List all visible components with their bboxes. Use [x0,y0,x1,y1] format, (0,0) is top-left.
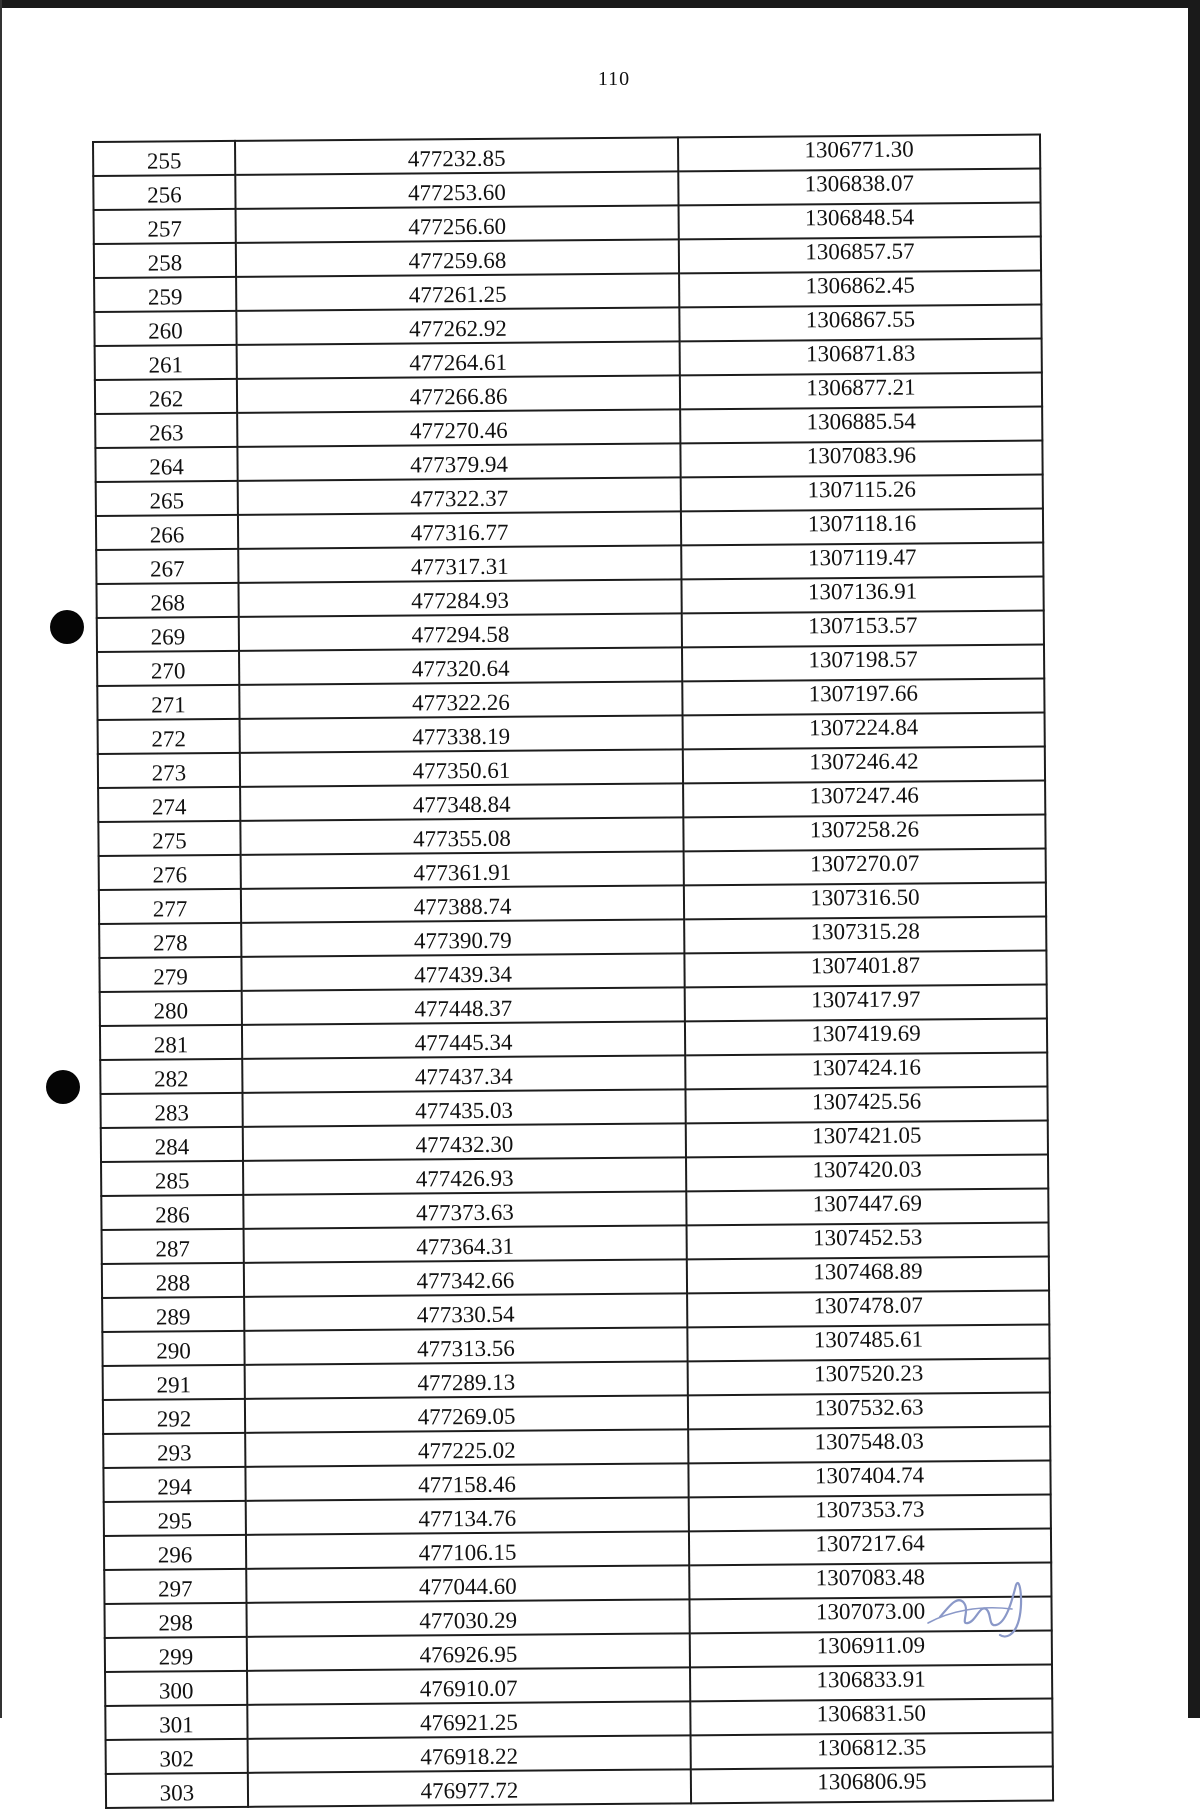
y-coordinate-cell: 1306848.54 [679,203,1041,240]
y-coordinate-cell: 1306871.83 [680,339,1042,376]
point-number-cell: 284 [101,1127,243,1162]
y-coordinate-cell: 1306911.09 [690,1631,1052,1668]
x-coordinate-cell: 477158.46 [245,1463,688,1500]
y-coordinate-cell: 1307197.66 [682,679,1044,716]
y-coordinate-cell: 1306812.35 [691,1733,1053,1770]
x-coordinate-cell: 477232.85 [235,137,678,174]
y-coordinate-cell: 1307247.46 [683,781,1045,818]
x-coordinate-cell: 477348.84 [240,783,683,820]
x-coordinate-cell: 477106.15 [246,1531,689,1568]
point-number-cell: 293 [103,1433,245,1468]
y-coordinate-cell: 1307153.57 [682,611,1044,648]
y-coordinate-cell: 1307136.91 [681,577,1043,614]
x-coordinate-cell: 477439.34 [241,953,684,990]
x-coordinate-cell: 477284.93 [238,579,681,616]
point-number-cell: 276 [99,855,241,890]
point-number-cell: 282 [100,1059,242,1094]
y-coordinate-cell: 1306885.54 [680,407,1042,444]
x-coordinate-cell: 477330.54 [244,1293,687,1330]
point-number-cell: 278 [99,923,241,958]
scan-edge-left [0,0,2,1718]
y-coordinate-cell: 1307420.03 [686,1155,1048,1192]
y-coordinate-cell: 1307353.73 [689,1495,1051,1532]
x-coordinate-cell: 476918.22 [248,1735,691,1772]
y-coordinate-cell: 1306833.91 [690,1665,1052,1702]
point-number-cell: 270 [97,651,239,686]
x-coordinate-cell: 477437.34 [242,1055,685,1092]
point-number-cell: 286 [101,1195,243,1230]
y-coordinate-cell: 1307217.64 [689,1529,1051,1566]
y-coordinate-cell: 1307425.56 [685,1087,1047,1124]
scan-edge-right [1188,0,1200,1718]
point-number-cell: 261 [95,345,237,380]
y-coordinate-cell: 1307224.84 [683,713,1045,750]
y-coordinate-cell: 1307452.53 [687,1223,1049,1260]
x-coordinate-cell: 477338.19 [240,715,683,752]
y-coordinate-cell: 1306877.21 [680,373,1042,410]
x-coordinate-cell: 476910.07 [247,1667,690,1704]
point-number-cell: 281 [100,1025,242,1060]
point-number-cell: 266 [96,515,238,550]
y-coordinate-cell: 1306862.45 [679,271,1041,308]
point-number-cell: 264 [95,447,237,482]
x-coordinate-cell: 476926.95 [247,1633,690,1670]
point-number-cell: 265 [96,481,238,516]
y-coordinate-cell: 1307270.07 [684,849,1046,886]
y-coordinate-cell: 1307478.07 [687,1291,1049,1328]
y-coordinate-cell: 1306857.57 [679,237,1041,274]
y-coordinate-cell: 1307083.96 [680,441,1042,478]
y-coordinate-cell: 1307115.26 [681,475,1043,512]
punch-hole [50,610,84,644]
point-number-cell: 292 [103,1399,245,1434]
coordinates-table-body [93,135,1053,1808]
y-coordinate-cell: 1307468.89 [687,1257,1049,1294]
x-coordinate-cell: 477044.60 [246,1565,689,1602]
x-coordinate-cell: 477262.92 [236,307,679,344]
x-coordinate-cell: 477390.79 [241,919,684,956]
y-coordinate-cell: 1307246.42 [683,747,1045,784]
y-coordinate-cell: 1307417.97 [685,985,1047,1022]
y-coordinate-cell: 1307198.57 [682,645,1044,682]
x-coordinate-cell: 476977.72 [248,1769,691,1806]
point-number-cell: 299 [105,1637,247,1672]
y-coordinate-cell: 1307119.47 [681,543,1043,580]
point-number-cell: 301 [105,1705,247,1740]
x-coordinate-cell: 477261.25 [236,273,679,310]
x-coordinate-cell: 477435.03 [242,1089,685,1126]
x-coordinate-cell: 477253.60 [235,171,678,208]
y-coordinate-cell: 1307401.87 [684,951,1046,988]
point-number-cell: 267 [96,549,238,584]
point-number-cell: 294 [103,1467,245,1502]
point-number-cell: 272 [98,719,240,754]
point-number-cell: 280 [100,991,242,1026]
y-coordinate-cell: 1307118.16 [681,509,1043,546]
x-coordinate-cell: 477317.31 [238,545,681,582]
point-number-cell: 289 [102,1297,244,1332]
y-coordinate-cell: 1306831.50 [690,1699,1052,1736]
signature-mark-icon [920,1565,1030,1645]
x-coordinate-cell: 477270.46 [237,409,680,446]
coordinates-table [92,134,1054,1809]
point-number-cell: 298 [104,1603,246,1638]
table-row [106,1767,1053,1808]
point-number-cell: 277 [99,889,241,924]
x-coordinate-cell: 477388.74 [241,885,684,922]
point-number-cell: 291 [103,1365,245,1400]
point-number-cell: 275 [98,821,240,856]
point-number-cell: 259 [94,277,236,312]
x-coordinate-cell: 477342.66 [244,1259,687,1296]
y-coordinate-cell: 1307316.50 [684,883,1046,920]
point-number-cell: 255 [93,141,235,176]
point-number-cell: 302 [106,1739,248,1774]
x-coordinate-cell: 477322.26 [239,681,682,718]
x-coordinate-cell: 477264.61 [237,341,680,378]
x-coordinate-cell: 477432.30 [243,1123,686,1160]
x-coordinate-cell: 477445.34 [242,1021,685,1058]
y-coordinate-cell: 1307315.28 [684,917,1046,954]
y-coordinate-cell: 1307258.26 [683,815,1045,852]
point-number-cell: 296 [104,1535,246,1570]
point-number-cell: 269 [97,617,239,652]
point-number-cell: 287 [102,1229,244,1264]
x-coordinate-cell: 477350.61 [240,749,683,786]
x-coordinate-cell: 477316.77 [238,511,681,548]
y-coordinate-cell: 1306838.07 [678,169,1040,206]
point-number-cell: 300 [105,1671,247,1706]
punch-hole [46,1070,80,1104]
y-coordinate-cell: 1307421.05 [686,1121,1048,1158]
point-number-cell: 273 [98,753,240,788]
x-coordinate-cell: 477379.94 [237,443,680,480]
y-coordinate-cell: 1306771.30 [678,135,1040,172]
y-coordinate-cell: 1307447.69 [686,1189,1048,1226]
point-number-cell: 290 [102,1331,244,1366]
point-number-cell: 297 [104,1569,246,1604]
x-coordinate-cell: 477320.64 [239,647,682,684]
y-coordinate-cell: 1307404.74 [688,1461,1050,1498]
point-number-cell: 256 [93,175,235,210]
point-number-cell: 283 [100,1093,242,1128]
y-coordinate-cell: 1307083.48 [689,1563,1051,1600]
x-coordinate-cell: 477225.02 [245,1429,688,1466]
page-number: 110 [597,68,631,90]
point-number-cell: 279 [99,957,241,992]
point-number-cell: 263 [95,413,237,448]
point-number-cell: 258 [94,243,236,278]
y-coordinate-cell: 1306806.95 [691,1767,1053,1804]
x-coordinate-cell: 477269.05 [245,1395,688,1432]
point-number-cell: 260 [94,311,236,346]
x-coordinate-cell: 477289.13 [245,1361,688,1398]
x-coordinate-cell: 477448.37 [242,987,685,1024]
scan-edge-top [0,0,1200,8]
x-coordinate-cell: 477256.60 [236,205,679,242]
point-number-cell: 288 [102,1263,244,1298]
x-coordinate-cell: 477134.76 [246,1497,689,1534]
point-number-cell: 303 [106,1773,248,1808]
x-coordinate-cell: 477294.58 [239,613,682,650]
x-coordinate-cell: 477313.56 [244,1327,687,1364]
x-coordinate-cell: 477426.93 [243,1157,686,1194]
point-number-cell: 271 [97,685,239,720]
point-number-cell: 295 [104,1501,246,1536]
point-number-cell: 257 [94,209,236,244]
y-coordinate-cell: 1306867.55 [679,305,1041,342]
x-coordinate-cell: 477364.31 [244,1225,687,1262]
x-coordinate-cell: 477361.91 [241,851,684,888]
y-coordinate-cell: 1307520.23 [688,1359,1050,1396]
y-coordinate-cell: 1307485.61 [687,1325,1049,1362]
y-coordinate-cell: 1307073.00 [689,1597,1051,1634]
x-coordinate-cell: 476921.25 [247,1701,690,1738]
x-coordinate-cell: 477266.86 [237,375,680,412]
y-coordinate-cell: 1307424.16 [685,1053,1047,1090]
x-coordinate-cell: 477373.63 [243,1191,686,1228]
x-coordinate-cell: 477322.37 [238,477,681,514]
x-coordinate-cell: 477355.08 [240,817,683,854]
point-number-cell: 262 [95,379,237,414]
point-number-cell: 285 [101,1161,243,1196]
y-coordinate-cell: 1307548.03 [688,1427,1050,1464]
x-coordinate-cell: 477030.29 [246,1599,689,1636]
y-coordinate-cell: 1307419.69 [685,1019,1047,1056]
point-number-cell: 274 [98,787,240,822]
y-coordinate-cell: 1307532.63 [688,1393,1050,1430]
x-coordinate-cell: 477259.68 [236,239,679,276]
point-number-cell: 268 [96,583,238,618]
